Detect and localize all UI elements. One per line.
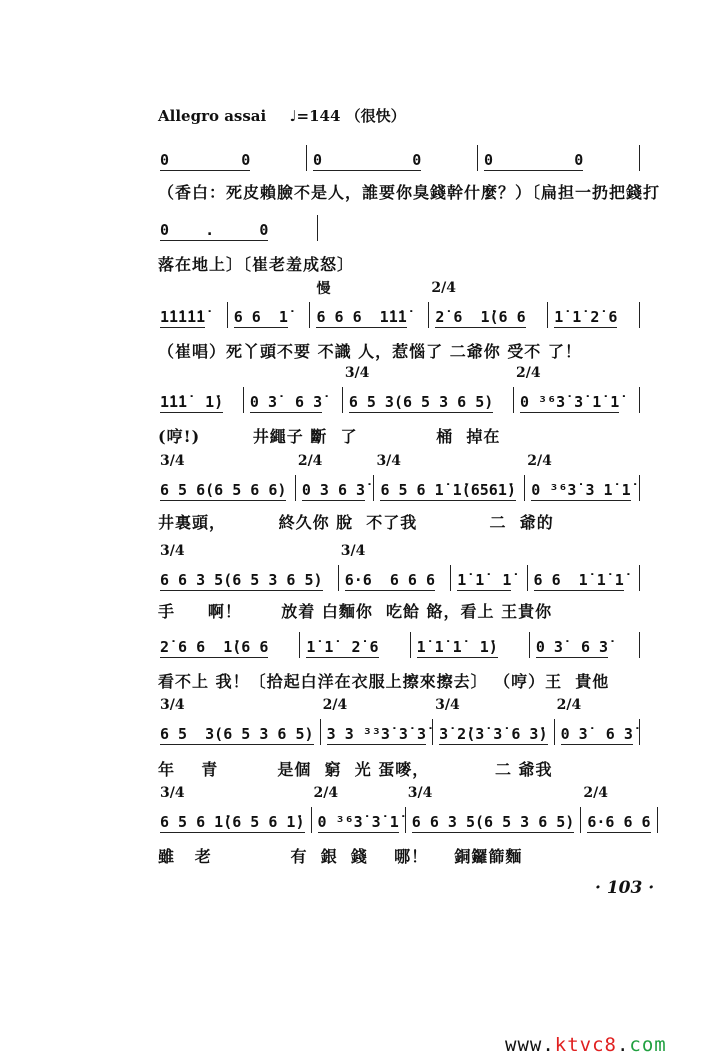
lyrics-line: 井裏頭， 終久你 脫 不了我 二 爺的: [158, 513, 554, 532]
measure-notes: 6 5 3(6 5 3 6 5): [348, 393, 494, 411]
measure: [529, 632, 640, 658]
measure: [309, 281, 428, 328]
time-signature: 3/4: [160, 785, 185, 801]
measure-notes: 0 3̇ 6 3̇: [560, 725, 633, 743]
measure: [158, 453, 295, 501]
tempo-change-mark: 慢: [316, 281, 331, 297]
measure: [338, 543, 450, 591]
measure: [547, 302, 640, 328]
measure-notes: 6 5 6 1̇(6 5 6 1̇): [160, 813, 305, 831]
measure: [295, 453, 374, 501]
measure-notes: 3̇ 2̇(3̇ 3̇ 6 3̇): [439, 725, 548, 743]
time-signature: 3/4: [435, 697, 460, 713]
measure: [477, 145, 640, 171]
measure: [432, 697, 554, 745]
measure-notes: 0 ³⁶3̇ 3̇ 1̇ 1̇: [519, 393, 620, 411]
measure-notes: 6·6 6 6: [587, 813, 651, 831]
measure: [450, 565, 526, 591]
measure-notes: 6 6 1̇: [233, 308, 288, 326]
measure-notes: 1̇1̇1̇1̇1̇: [160, 308, 206, 326]
watermark-suffix: com: [629, 1034, 667, 1056]
watermark: [505, 1034, 667, 1056]
measure-notes: 1̇1̇1̇ 1̇): [160, 393, 224, 411]
lyrics-line: 落在地上〕〔崔老羞成怒〕: [158, 255, 355, 274]
measure-notes: 0 3̇ 6 3̇: [249, 393, 323, 411]
time-signature: 2/4: [515, 365, 541, 381]
watermark-dot: .: [616, 1034, 630, 1056]
measure: [342, 365, 513, 413]
measure: [158, 302, 227, 328]
measure-notes: 1̇ 1̇ 1̇ 1̇): [416, 638, 498, 656]
metronome-mark: ♩=144: [289, 107, 341, 125]
lyrics-line: 年 青 是個 窮 光 蛋嘜， 二 爺我: [158, 760, 553, 779]
measure: [513, 365, 640, 413]
measure-notes: 6 6 3 5(6 5 3 6 5): [160, 571, 323, 589]
measure: [320, 697, 432, 745]
measure-notes: 2̇ 6 1̇(6 6: [435, 308, 526, 326]
lyrics-line: （香白：死皮賴臉不是人，誰要你臭錢幹什麼？）〔扁担一扔把錢打: [158, 183, 661, 202]
measure-notes: 1̇ 1̇ 1̇: [457, 571, 512, 589]
measure-notes: 6 6 3 5(6 5 3 6 5): [411, 813, 575, 831]
measure: [158, 697, 320, 745]
time-signature: 3/4: [160, 453, 185, 469]
measure: [158, 632, 299, 658]
lyrics-line: 雖 老 有 銀 錢 哪！ 銅鑼篩麵: [158, 847, 523, 866]
measure-notes: 1̇ 1̇ 2̇ 6: [554, 308, 618, 326]
measure-notes: 0 3̇ 6 3̇: [535, 638, 609, 656]
time-signature: 3/4: [160, 697, 185, 713]
watermark-mid: ktvc8: [554, 1034, 617, 1056]
lyrics-line: 手 啊！ 放着 白麵你 吃餄 餎，看上 王貴你: [158, 602, 553, 621]
time-signature: 2/4: [583, 785, 608, 801]
time-signature: 2/4: [431, 280, 456, 296]
measure: [405, 785, 581, 833]
measure-notes: 0 0: [160, 151, 251, 169]
measure: [311, 785, 405, 833]
lyrics-line: 看不上 我！〔拾起白洋在衣服上擦來擦去〕 （哼）王 貴他: [158, 672, 610, 691]
time-signature: 3/4: [160, 543, 185, 559]
measure: [158, 215, 318, 241]
lyrics-line: （崔唱）死丫頭不要 不識 人，惹惱了 二爺你 受不 了！: [158, 342, 582, 361]
tempo-note: （很快）: [345, 107, 406, 125]
measure-notes: 6 6 6 1̇1̇1̇: [316, 308, 407, 326]
measure: [158, 543, 338, 591]
time-signature: 3/4: [407, 785, 433, 801]
measure: [373, 453, 524, 501]
measure: [554, 697, 640, 745]
notation-line: [158, 543, 640, 591]
time-signature: 2/4: [556, 697, 582, 713]
measure-notes: 0 0: [484, 151, 584, 169]
measure-notes: 0 . 0: [160, 221, 269, 239]
measure-notes: 6 5 6 1̇ 1̇(6561̇): [380, 481, 516, 499]
time-signature: 2/4: [322, 697, 348, 713]
measure-notes: 6·6 6 6 6: [344, 571, 436, 589]
notation-line: [158, 365, 640, 413]
time-signature: 2/4: [297, 453, 323, 469]
measure-notes: 6 5 6(6 5 6 6): [160, 481, 287, 499]
notation-line: [158, 697, 640, 745]
lyrics-line: (哼!) 井繩子 斷 了 桶 掉在: [158, 427, 501, 446]
measure-notes: 6 5 3(6 5 3 6 5): [160, 725, 314, 743]
time-signature: 2/4: [527, 453, 552, 469]
time-signature: 2/4: [313, 785, 339, 801]
notation-line: [158, 215, 318, 241]
measure-notes: 0 ³⁶3̇ 3̇ 1̇: [317, 813, 399, 831]
measure-notes: 0 ³⁶3̇ 3 1̇ 1̇: [531, 481, 631, 499]
measure: [580, 785, 657, 833]
time-signature: 3/4: [344, 365, 370, 381]
measure-notes: 0 0: [312, 151, 422, 169]
watermark-prefix: www.: [505, 1034, 555, 1056]
notation-line: [158, 632, 640, 658]
measure: [158, 387, 243, 413]
notation-line: [158, 145, 640, 171]
measure-notes: 2̇ 6 6 1̇(6 6: [160, 638, 269, 656]
measure: [227, 302, 310, 328]
measure: [243, 387, 342, 413]
notation-line: [158, 280, 640, 328]
measure-notes: 0 3 6 3̇: [301, 481, 366, 499]
measure-notes: 1̇ 1̇ 2̇ 6: [306, 638, 379, 656]
measure-notes: 3 3 ³³3̇ 3̇ 3̇: [326, 725, 426, 743]
measure: [306, 145, 477, 171]
notation-line: [158, 785, 651, 833]
measure: [527, 565, 640, 591]
page-number: · 103 ·: [595, 878, 655, 898]
notation-line: [158, 453, 640, 501]
time-signature: 3/4: [340, 543, 366, 559]
measure: [428, 280, 547, 328]
measure: [158, 785, 311, 833]
measure: [299, 632, 409, 658]
tempo-line: [158, 105, 640, 126]
measure-notes: 6 6 1̇ 1̇ 1̇: [533, 571, 624, 589]
measure: [410, 632, 529, 658]
time-signature: 3/4: [376, 453, 402, 469]
tempo-marking: Allegro assai: [158, 107, 267, 125]
measure: [158, 145, 306, 171]
measure: [524, 453, 640, 501]
